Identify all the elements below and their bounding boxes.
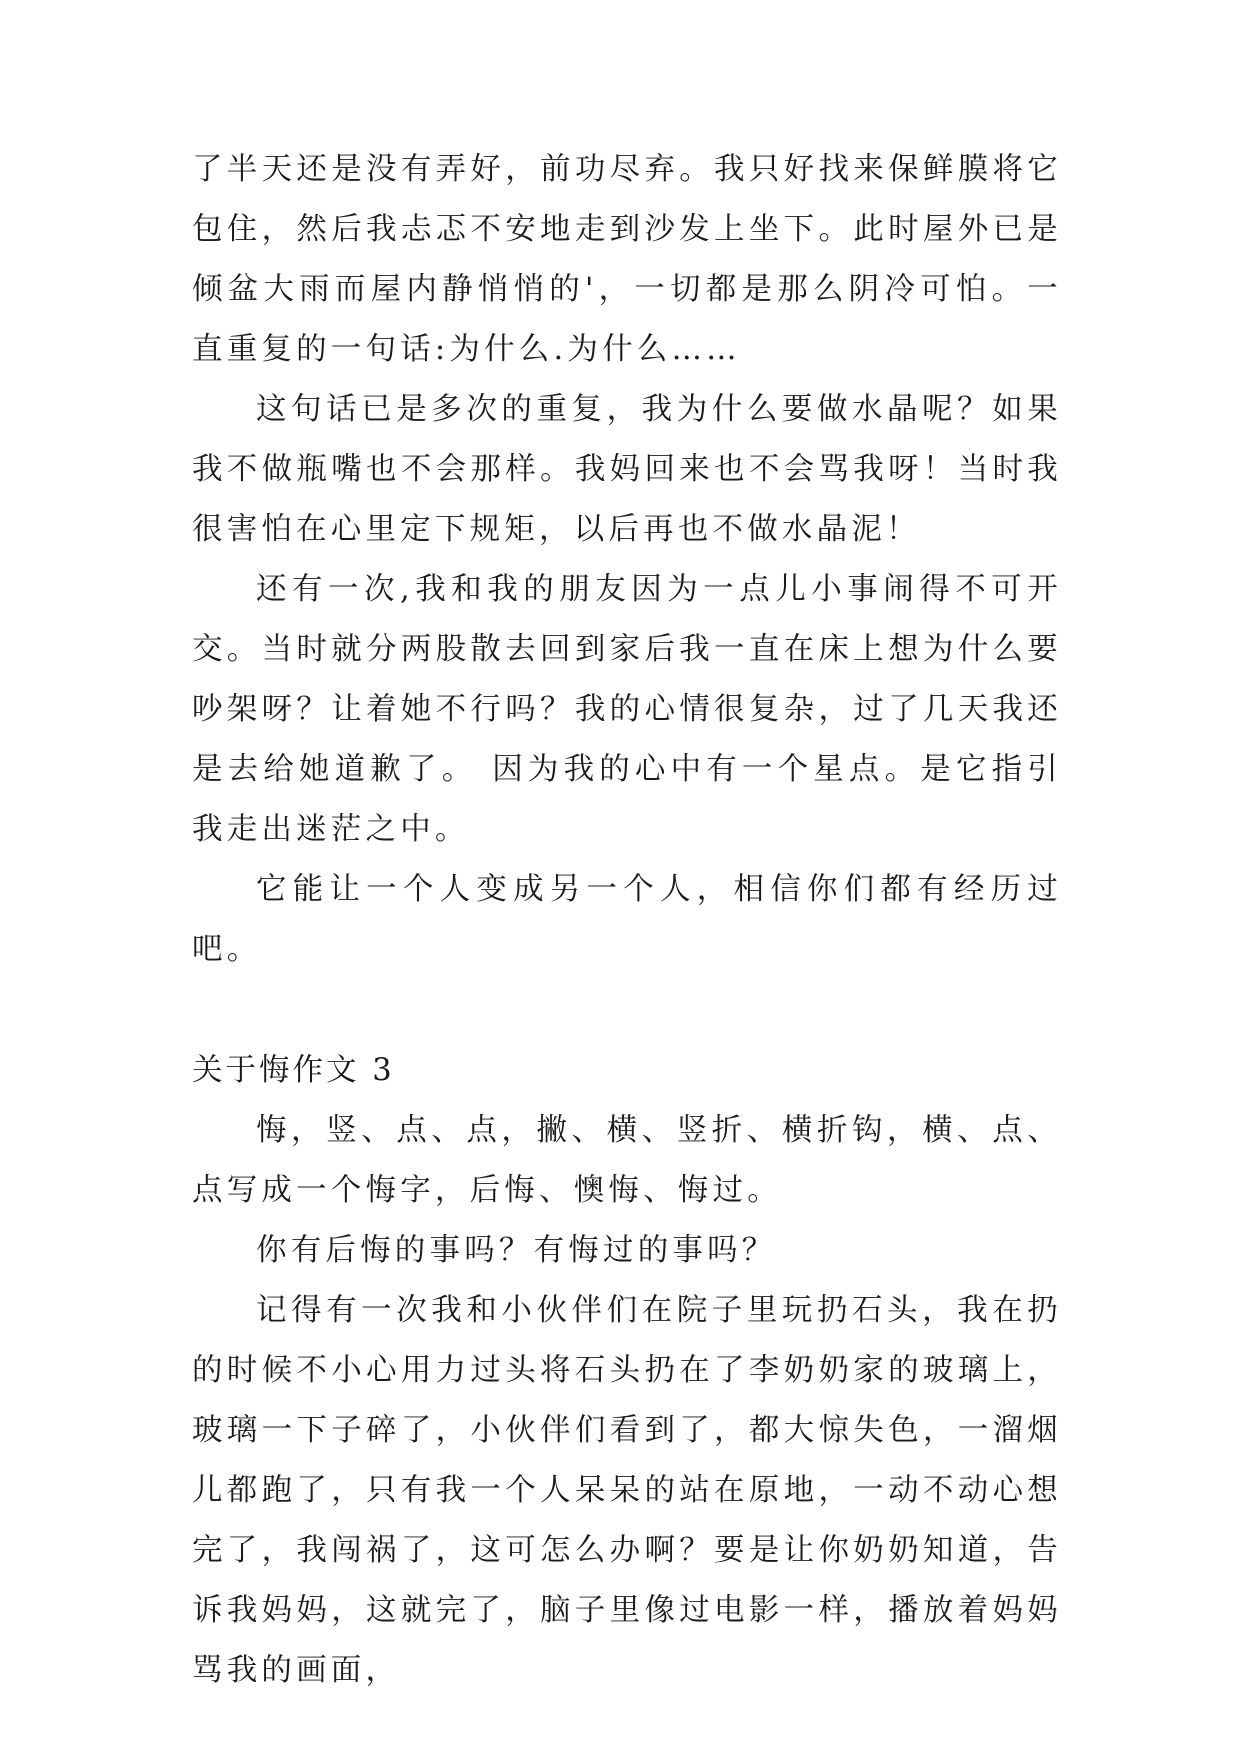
paragraph: 还有一次,我和我的朋友因为一点儿小事闹得不可开交。当时就分两股散去回到家后我一直在床上想为什么要吵架呀？让着她不行吗？我的心情很复杂，过了几天我还是去给她道歉了。 因为我的心中有一个星点。是它指引我走出迷茫之中。 xyxy=(192,572,1062,847)
paragraph: 了半天还是没有弄好，前功尽弃。我只好找来保鲜膜将它包住，然后我忐忑不安地走到沙发上坐下。此时屋外已是倾盆大雨而屋内静悄悄的'，一切都是那么阴冷可怕。一直重复的一句话:为什么.为什么…… xyxy=(192,152,1062,367)
paragraph: 你有后悔的事吗？有悔过的事吗？ xyxy=(256,1233,777,1268)
section-gap xyxy=(192,980,1062,1041)
paragraph: 悔，竖、点、点，撇、横、竖折、横折钩，横、点、点写成一个悔字，后悔、懊悔、悔过。 xyxy=(192,1113,1062,1208)
section-title: 关于悔作文 3 xyxy=(192,1053,395,1088)
essay-body xyxy=(192,140,1062,1701)
paragraph: 这句话已是多次的重复，我为什么要做水晶呢？如果我不做瓶嘴也不会那样。我妈回来也不会骂我呀！当时我很害怕在心里定下规矩，以后再也不做水晶泥！ xyxy=(192,392,1062,547)
paragraph: 记得有一次我和小伙伴们在院子里玩扔石头，我在扔的时候不小心用力过头将石头扔在了李奶奶家的玻璃上，玻璃一下子碎了，小伙伴们看到了，都大惊失色，一溜烟儿都跑了，只有我一个人呆呆的站在原地，一动不动心想完了，我闯祸了，这可怎么办啊？要是让你奶奶知道，告诉我妈妈，这就完了，脑子里像过电影一样，播放着妈妈骂我的画面， xyxy=(192,1293,1062,1688)
paragraph: 它能让一个人变成另一个人，相信你们都有经历过吧。 xyxy=(192,872,1062,967)
